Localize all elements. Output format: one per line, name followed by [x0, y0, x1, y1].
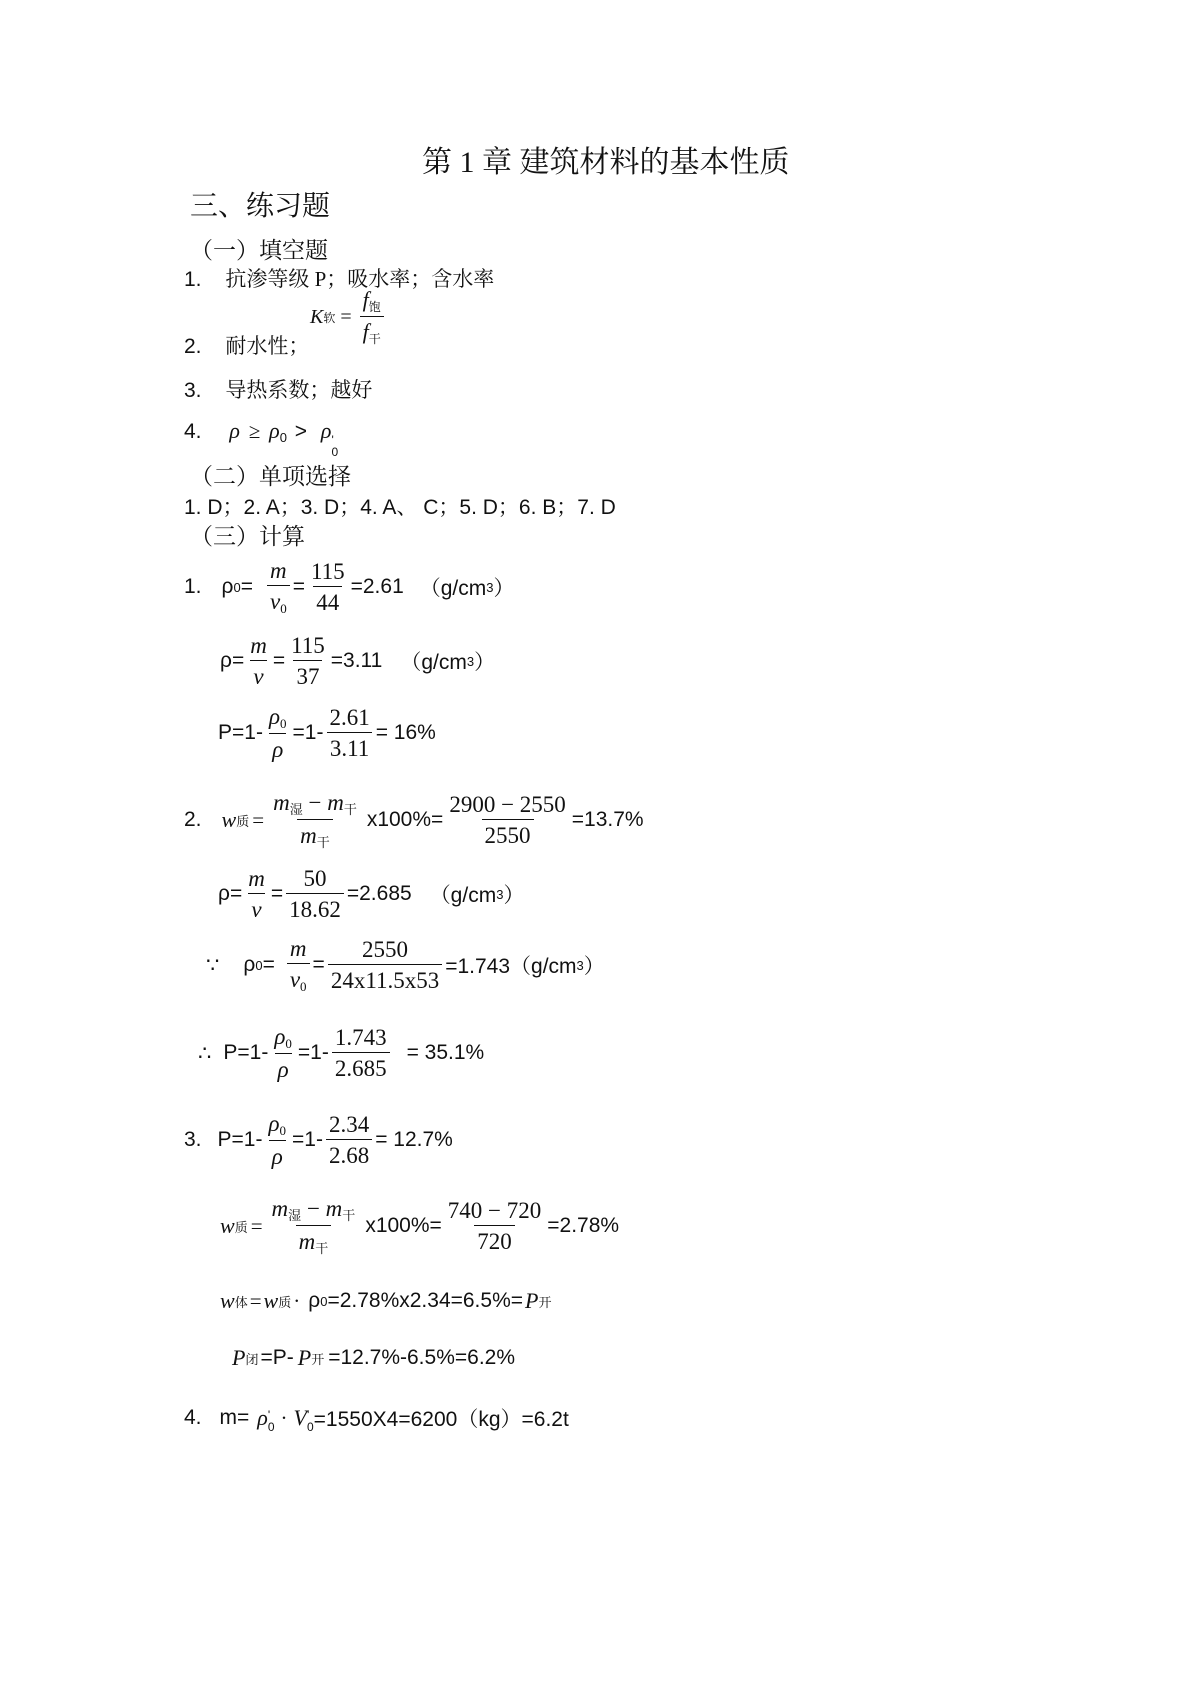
fraction: $\frac{m}{v}$ — [250, 633, 267, 690]
calc-q4: 4. m= ρ ' 0 · V ' 0 =1550X4=6200（kg）=6.2t — [184, 1405, 569, 1434]
calc-q1-line3: P=1- $\frac{\rho_0}{\rho}$ =1- $\frac{2.61}{3.11}$ = 16% — [218, 704, 436, 763]
calc-q2-line4: ∴ P=1- $\frac{\rho_0}{\rho}$ =1- $\frac{1.743}{2.685}$ = 35.1% — [198, 1024, 485, 1083]
formula-softening: K 软 = $\frac{f_饱}{f_干}$ — [310, 288, 387, 346]
fraction: $\frac{\rho_0}{\rho}$ — [274, 1024, 292, 1083]
calc-q3-line3: w 体 = w 质 · ρ 0 =2.78%x2.34=6.5%= P 开 — [220, 1288, 552, 1313]
section-heading: 三、练习题 — [190, 191, 331, 222]
calc-q3-line4: P 闭 =P- P 开 =12.7%-6.5%=6.2% — [232, 1345, 515, 1370]
fraction: $\frac{m_湿 - m_干}{m_干}$ — [273, 790, 357, 851]
calc-q2-line1: 2. w 质 = $\frac{m_湿 - m_干}{m_干}$ x100%= $\frac{2900 - 2550}{2550}$ =13.7% — [184, 790, 644, 851]
fraction: $\frac{m}{v_0}$ — [267, 558, 290, 617]
choice-answers: 1. D；2. A；3. D；4. A、 C；5. D；6. B；7. D — [184, 496, 616, 519]
calc-q3-line1: 3. P=1- $\frac{\rho_0}{\rho}$ =1- $\frac{2.34}{2.68}$ = 12.7% — [184, 1111, 453, 1170]
fraction: $\frac{f_饱}{f_干}$ — [360, 288, 384, 346]
chapter-title: 第 1 章 建筑材料的基本性质 — [422, 146, 790, 179]
calc-q3-line2: w 质 = $\frac{m_湿 - m_干}{m_干}$ x100%= $\frac{740 - 720}{720}$ =2.78% — [220, 1196, 620, 1257]
fill-item-2 — [184, 330, 309, 360]
fraction: $\frac{\rho_0}{\rho}$ — [268, 1111, 287, 1170]
item-text: 导热系数；越好 — [225, 378, 373, 402]
fraction: $\frac{2.61}{3.11}$ — [326, 705, 372, 762]
formula-density-order: $\rho \ge \rho_0 > \rho$ ' 0 — [229, 418, 339, 459]
calc-heading: （三）计算 — [190, 524, 305, 549]
item-number: 3. — [184, 379, 202, 402]
fill-item-4 — [184, 418, 338, 458]
item-number: 2. — [184, 335, 202, 358]
fraction: $\frac{115}{37}$ — [291, 633, 325, 690]
choice-heading: （二）单项选择 — [190, 464, 351, 489]
fraction: $\frac{50}{18.62}$ — [286, 866, 344, 923]
fraction: $\frac{m}{v_0}$ — [287, 936, 310, 995]
fraction: $\frac{m_湿 - m_干}{m_干}$ — [271, 1196, 356, 1257]
calc-q2-line3: ∵ ρ 0 = $\frac{m}{v_0}$ = $\frac{2550}{24x11.5x53}$ =1.743（g/cm 3 ） — [206, 936, 605, 995]
item-text: 抗渗等级 P；吸水率；含水率 — [225, 267, 495, 291]
fraction: $\frac{2550}{24x11.5x53}$ — [328, 937, 442, 994]
fill-heading: （一）填空题 — [190, 238, 328, 263]
fraction: $\frac{115}{44}$ — [310, 559, 345, 616]
calc-q1-line1: 1. ρ 0 = $\frac{m}{v_0}$ = $\frac{115}{44}$ =2.61 （g/cm 3 ） — [184, 558, 515, 617]
item-number: 4. — [184, 420, 202, 443]
calc-q1-line2: ρ= $\frac{m}{v}$ = $\frac{115}{37}$ =3.11 （g/cm 3 ） — [220, 633, 496, 690]
fraction: $\frac{2.34}{2.68}$ — [326, 1112, 372, 1169]
calc-q2-line2: ρ= $\frac{m}{v}$ = $\frac{50}{18.62}$ =2.685 （g/cm 3 ） — [218, 866, 525, 923]
fraction: $\frac{740 - 720}{720}$ — [447, 1198, 542, 1255]
fraction: $\frac{2900 - 2550}{2550}$ — [449, 792, 566, 849]
fraction: $\frac{\rho_0}{\rho}$ — [268, 704, 287, 763]
fill-item-3 — [184, 374, 372, 404]
fraction: $\frac{m}{v}$ — [248, 866, 265, 923]
item-number: 1. — [184, 268, 202, 291]
item-text: 耐水性； — [225, 334, 310, 358]
fraction: $\frac{1.743}{2.685}$ — [332, 1025, 390, 1082]
